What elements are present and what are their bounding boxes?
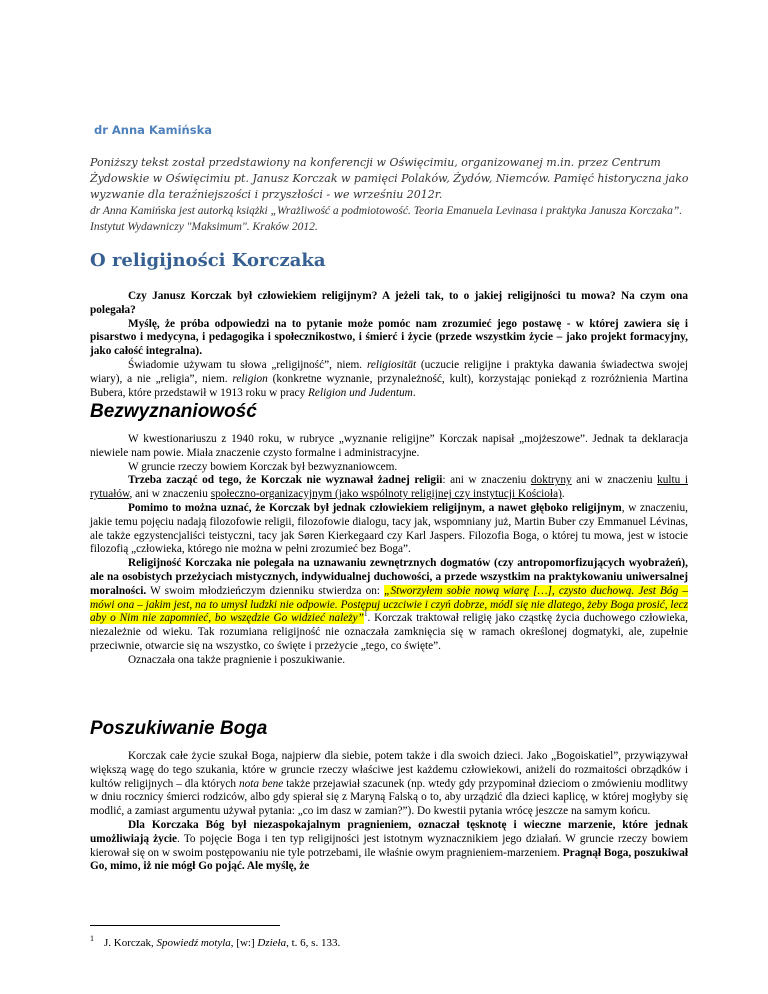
footnote-ref: 1 <box>363 610 368 619</box>
footnote: $^1$ J. Korczak, Spowiedź motyla, [w:] Dzieła, t. 6, s. 133. <box>90 934 341 949</box>
section-poszukiwanie <box>90 750 688 874</box>
underlined-text: kultu i rytuałów <box>90 474 689 501</box>
paragraph: Oznaczała ona także pragnienie i poszukiwanie. <box>128 653 346 666</box>
paragraph: Trzeba zacząć od tego, że Korczak nie wyznawał żadnej religii: ani w znaczeniu doktryny ani w znaczeniu kultu i rytuałów, ani w znaczeniu społeczno-organizacyjnym (jako wspólnoty religijnej czy instytucji Kościoła). <box>90 474 689 501</box>
underlined-text: społeczno-organizacyjnym (jako wspólnoty religijnej czy instytucji Kościoła) <box>210 488 562 501</box>
section-bezwyznaniowosc <box>90 433 688 668</box>
paragraph: Religijność Korczaka nie polegała na uznawaniu zewnętrznych dogmatów (czy antropomorfizujących wyobrażeń), ale na osobistych przeżyciach mistycznych, indywidualnej duchowości, a przede wszystkim na praktykowaniu uniwersalnej moralności. W swoim młodzieńczym dzienniku stwierdza on: „Stworzyłem sobie nową wiarę […], czysto duchową. Jest Bóg – mówi ona – jakim jest, na to umysł ludzki nie odpowie. Postępuj uczciwie i czyń dobrze, módl się nie dlatego, żeby Boga prosić, lecz aby o Nim nie zapomnieć, bo wszędzie Go widzieć należy”$^1$. Korczak traktował religię jako cząstkę życia duchowego człowieka, niezależnie od wieku. Tak rozumiana religijność nie oznaczała zamknięcia się w ramach określonej dogmatyki, ale, zupełnie przeciwnie, otwarcie się na wszystko, co święte i przeżycie „tego, co święte”. <box>90 557 688 652</box>
highlighted-quote: „Stworzyłem sobie nową wiarę […], czysto duchową. Jest Bóg – mówi ona – jakim jest, na to umysł ludzki nie odpowie. Postępuj uczciwie i czyń dobrze, módl się nie dlatego, żeby Boga prosić, lecz aby o Nim nie zapomnieć, bo wszędzie Go widzieć należy” <box>90 584 688 625</box>
paragraph: Myślę, że próba odpowiedzi na to pytanie może pomóc nam zrozumieć jego postawę - w której zawiera się i pisarstwo i medycyna, i pedagogika i społecznikostwo, i śmierć i życie (przede wszystkim życie – jako projekt formacyjny, jako całość integralna). <box>90 317 688 358</box>
conference-note: Poniższy tekst został przedstawiony na konferencji w Oświęcimiu, organizowanej m.in. przez Centrum Żydowskie w Oświęcimiu pt. Janusz Korczak w pamięci Polaków, Żydów, Niemców. Pamięć historyczna jako wyzwanie dla teraźniejszości i przyszłości - we wrześniu 2012r. <box>90 156 689 201</box>
paragraph: Czy Janusz Korczak był człowiekiem religijnym? A jeżeli tak, to o jakiej religijności tu mowa? Na czym ona polegała? <box>90 290 688 316</box>
document-title: O religijności Korczaka <box>90 250 326 271</box>
paragraph: Pomimo to można uznać, że Korczak był jednak człowiekiem religijnym, a nawet głęboko religijnym, w znaczeniu, jakie temu pojęciu nadają filozofowie religii, filozofowie dialogu, tacy jak, wspomniany już, Martin Buber czy Emmanuel Lévinas, ale także egzystencjaliści teistyczni, tacy jak Søren Kierkegaard czy Karl Jaspers. Filozofia Boga, o której tu mowa, jest w istocie filozofią „człowieka, którego nie można w pełni zrozumieć bez Boga”. <box>90 501 688 556</box>
section-heading: Poszukiwanie Boga <box>90 718 268 739</box>
paragraph: W gruncie rzeczy bowiem Korczak był bezwyznaniowcem. <box>128 460 398 473</box>
section-heading: Bezwyznaniowość <box>90 401 257 422</box>
underlined-text: doktryny <box>530 474 572 487</box>
book-note: dr Anna Kamińska jest autorką książki „Wrażliwość a podmiotowość. Teoria Emanuela Levinasa i praktyka Janusza Korczaka”. Instytut Wydawniczy "Maksimum". Kraków 2012. <box>90 205 683 233</box>
author-name: dr Anna Kamińska <box>94 123 212 137</box>
paragraph: W kwestionariuszu z 1940 roku, w rubryce „wyznanie religijne” Korczak napisał „mojżeszowe”. Jednak ta deklaracja niewiele nam powie. Miała znaczenie czysto formalne i administracyjne. <box>90 433 688 459</box>
paragraph: Korczak całe życie szukał Boga, najpierw dla siebie, potem także i dla swoich dzieci. Jako „Bogoiskatiel”, przywiązywał większą wagę do tego szukania, które w gruncie rzeczy właściwe jest każdemu człowiekowi, aniżeli do rozmaitości obrządków i kultów religijnych – dla których nota bene także przejawiał szacunek (np. wtedy gdy przypominał dzieciom o zmówieniu modlitwy w dniu rocznicy śmierci rodziców, albo gdy spierał się z Maryną Falską o to, aby urządzić dla dzieci kaplicę, w której mogłyby się modlić, a zamiast argumentu używał pytania: „co im dasz w zamian?”). Do kwestii pytania wrócę jeszcze na samym końcu. <box>90 750 688 818</box>
intro-section <box>90 290 688 400</box>
paragraph: Świadomie używam tu słowa „religijność”, niem. religiosität (uczucie religijne i praktyka dawania świadectwa swojej wiary), a nie „religia”, niem. religion (konkretne wyznanie, przynależność, kult), korzystając poniekąd z rozróżnienia Martina Bubera, które przedstawił w 1913 roku w pracy Religion und Judentum. <box>90 358 689 399</box>
footnote-divider <box>90 925 280 926</box>
paragraph: Dla Korczaka Bóg był niezaspokajalnym pragnieniem, oznaczał tęsknotę i wieczne marzenie, które jednak umożliwiają życie. To pojęcie Boga i ten typ religijności jest istotnym wyznacznikiem jego działań. W gruncie rzeczy bowiem kierował się on w swoim postępowaniu nie tyle potrzebami, ile właśnie owym pragnieniem-marzeniem. Pragnął Boga, poszukiwał Go, mimo, iż nie mógł Go pojąć. Ale myślę, że <box>90 818 689 873</box>
